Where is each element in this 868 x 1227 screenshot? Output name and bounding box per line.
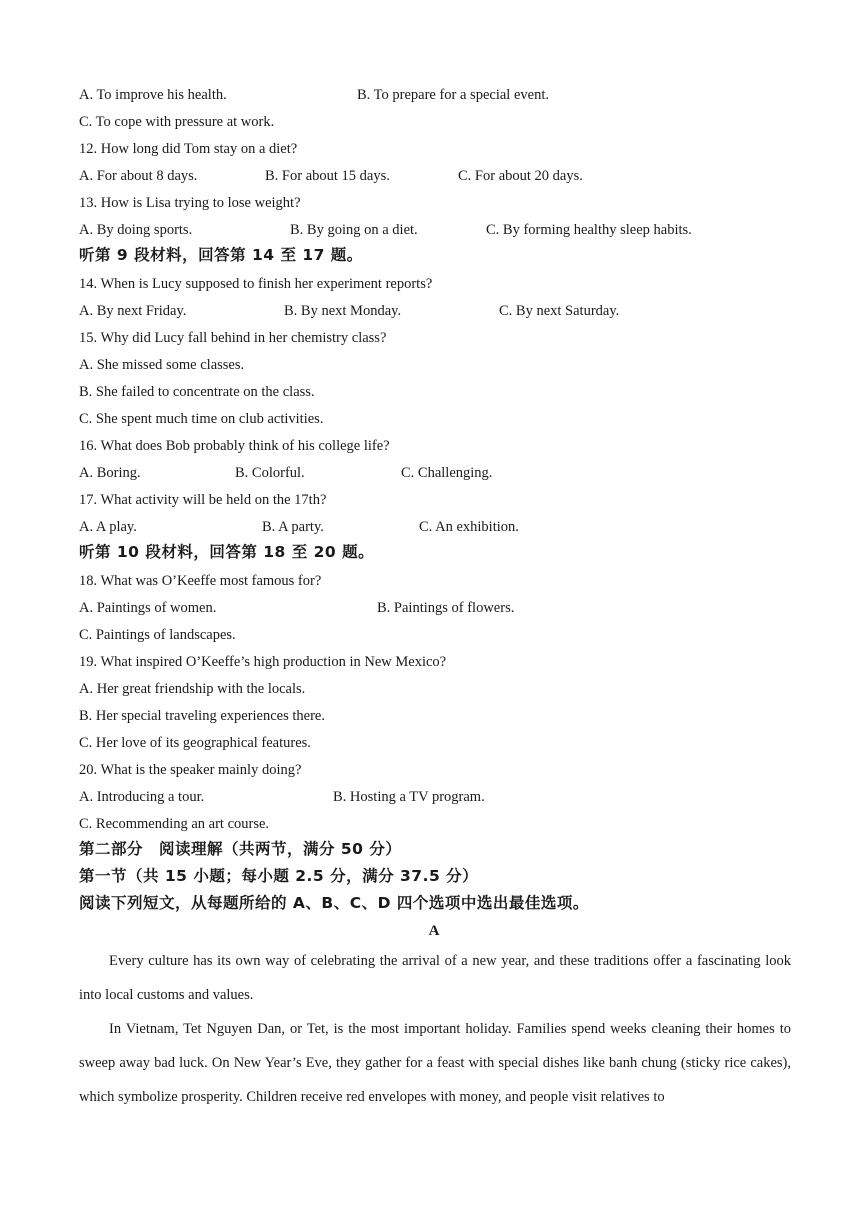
q13-option-c: C. By forming healthy sleep habits. bbox=[486, 222, 692, 238]
q14-option-c: C. By next Saturday. bbox=[499, 303, 620, 319]
q12-option-b: B. For about 15 days. bbox=[265, 168, 390, 184]
q17-option-b: B. A party. bbox=[262, 519, 324, 535]
q15-option-a: A. She missed some classes. bbox=[79, 357, 245, 373]
q19-option-c: C. Her love of its geographical features. bbox=[79, 735, 311, 751]
q16-option-a: A. Boring. bbox=[79, 465, 141, 481]
q16-option-c: C. Challenging. bbox=[401, 465, 493, 481]
q20-option-a: A. Introducing a tour. bbox=[79, 789, 205, 805]
q20-stem: 20. What is the speaker mainly doing? bbox=[79, 762, 302, 778]
q12-stem: 12. How long did Tom stay on a diet? bbox=[79, 141, 298, 157]
passage-paragraph-2-text: In Vietnam, Tet Nguyen Dan, or Tet, is the most important holiday. Families spend weeks cleaning their homes to sweep away bad luck. On New Year’s Eve, they gather for a feast with special dishes like banh chung (sticky rice cakes), which symbolize prosperity. Children receive red envelopes with money, and people visit relatives to bbox=[79, 1021, 791, 1105]
q18-stem: 18. What was O’Keeffe most famous for? bbox=[79, 573, 322, 589]
q16-option-b: B. Colorful. bbox=[235, 465, 305, 481]
section1-heading: 第一节（共 15 小题；每小题 2.5 分，满分 37.5 分） bbox=[79, 867, 479, 885]
q13-stem: 13. How is Lisa trying to lose weight? bbox=[79, 195, 301, 211]
passage-paragraph-1-text: Every culture has its own way of celebrating the arrival of a new year, and these traditions offer a fascinating look into local customs and values. bbox=[79, 953, 791, 1003]
q18-option-a: A. Paintings of women. bbox=[79, 600, 217, 616]
q17-option-c: C. An exhibition. bbox=[419, 519, 519, 535]
q19-option-a: A. Her great friendship with the locals. bbox=[79, 681, 306, 697]
q15-stem: 15. Why did Lucy fall behind in her chemistry class? bbox=[79, 330, 387, 346]
q17-option-a: A. A play. bbox=[79, 519, 137, 535]
q20-option-c: C. Recommending an art course. bbox=[79, 816, 270, 832]
q11-option-a: A. To improve his health. bbox=[79, 87, 227, 103]
section9-heading: 听第 9 段材料，回答第 14 至 17 题。 bbox=[79, 246, 363, 264]
instructions: 阅读下列短文，从每题所给的 A、B、C、D 四个选项中选出最佳选项。 bbox=[79, 894, 589, 912]
q18-option-c: C. Paintings of landscapes. bbox=[79, 627, 236, 643]
q18-option-b: B. Paintings of flowers. bbox=[377, 600, 515, 616]
q13-option-b: B. By going on a diet. bbox=[290, 222, 418, 238]
q12-option-a: A. For about 8 days. bbox=[79, 168, 198, 184]
q13-option-a: A. By doing sports. bbox=[79, 222, 193, 238]
q19-option-b: B. Her special traveling experiences there. bbox=[79, 708, 325, 724]
part2-heading: 第二部分 阅读理解（共两节，满分 50 分） bbox=[79, 840, 402, 858]
passage-label: A bbox=[428, 923, 440, 939]
q17-stem: 17. What activity will be held on the 17th? bbox=[79, 492, 327, 508]
q14-stem: 14. When is Lucy supposed to finish her experiment reports? bbox=[79, 276, 433, 292]
q12-option-c: C. For about 20 days. bbox=[458, 168, 583, 184]
q16-stem: 16. What does Bob probably think of his college life? bbox=[79, 438, 390, 454]
q14-option-b: B. By next Monday. bbox=[284, 303, 402, 319]
q19-stem: 19. What inspired O’Keeffe’s high production in New Mexico? bbox=[79, 654, 447, 670]
passage-paragraph-2 bbox=[79, 1012, 791, 1114]
section10-heading: 听第 10 段材料，回答第 18 至 20 题。 bbox=[79, 543, 375, 561]
q15-option-c: C. She spent much time on club activities. bbox=[79, 411, 324, 427]
q14-option-a: A. By next Friday. bbox=[79, 303, 187, 319]
q11-option-c: C. To cope with pressure at work. bbox=[79, 114, 275, 130]
passage-paragraph-1 bbox=[79, 944, 791, 1012]
q20-option-b: B. Hosting a TV program. bbox=[333, 789, 485, 805]
q15-option-b: B. She failed to concentrate on the class. bbox=[79, 384, 315, 400]
q11-option-b: B. To prepare for a special event. bbox=[357, 87, 549, 103]
